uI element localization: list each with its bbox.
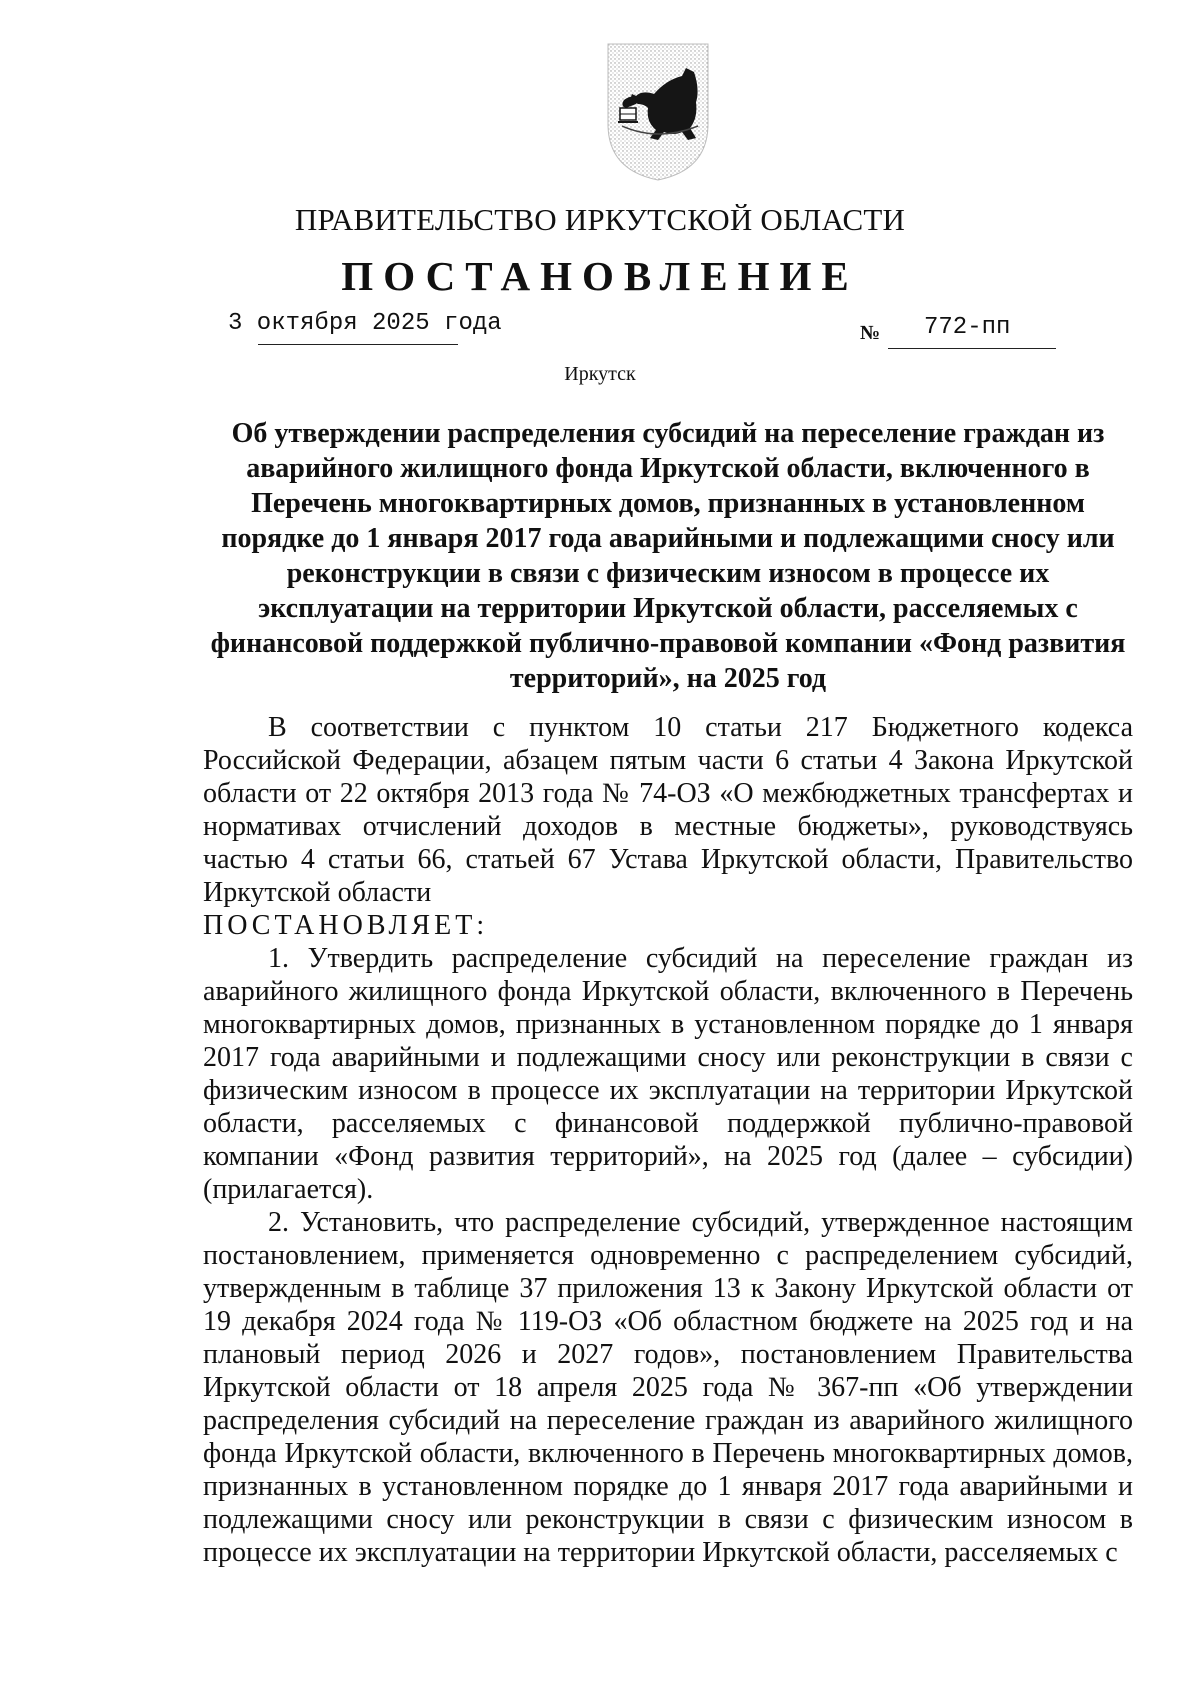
document-title: Об утверждении распределения субсидий на переселение граждан из аварийного жилищного фонда Иркутской области, включенного в Перечень многоквартирных домов, признанных в установленном порядке до 1 января 2017 года аварийными и подлежащими сносу или реконструкции в связи с физическим износом в процессе их эксплуатации на территории Иркутской области, расселяемых с финансовой поддержкой публично-правовой компании «Фонд развития территорий», на 2025 год [210,418,1126,694]
city-name: Иркутск [564,363,636,385]
date-underline [258,344,458,345]
preamble-paragraph: В соответствии с пунктом 10 статьи 217 Бюджетного кодекса Российской Федерации, абзацем пятым части 6 статьи 4 Закона Иркутской области от 22 октября 2013 года № 74-ОЗ «О межбюджетных трансфертах и нормативах отчислений доходов в местные бюджеты», руководствуясь частью 4 статьи 66, статьей 67 Устава Иркутской области, Правительство Иркутской области [203,712,1133,908]
document-type: ПОСТАНОВЛЕНИЕ [341,253,859,299]
item-2-paragraph: 2. Установить, что распределение субсидий, утвержденное настоящим постановлением, применяется одновременно с распределением субсидий, утвержденным в таблице 37 приложения 13 к Закону Иркутской области от 19 декабря 2024 года № 119-ОЗ «Об областном бюджете на 2025 год и на плановый период 2026 и 2027 годов», постановлением Правительства Иркутской области от 18 апреля 2025 года № 367-пп «Об утверждении распределения субсидий на переселение граждан из аварийного жилищного фонда Иркутской области, включенного в Перечень многоквартирных домов, признанных в установленном порядке до 1 января 2017 года аварийными и подлежащими сносу или реконструкции в связи с физическим износом в процессе их эксплуатации на территории Иркутской области, расселяемых с [203,1207,1133,1568]
organization-name: ПРАВИТЕЛЬСТВО ИРКУТСКОЙ ОБЛАСТИ [294,202,906,237]
document-date: 3 октября 2025 года [228,310,502,337]
item-1-paragraph: 1. Утвердить распределение субсидий на переселение граждан из аварийного жилищного фонда Иркутской области, включенного в Перечень многоквартирных домов, признанных в установленном порядке до 1 января 2017 года аварийными и подлежащими сносу или реконструкции в связи с физическим износом в процессе их эксплуатации на территории Иркутской области, расселяемых с финансовой поддержкой публично-правовой компании «Фонд развития территорий», на 2025 год (далее – субсидии) (прилагается). [203,943,1133,1205]
coat-of-arms-icon [602,42,714,182]
decree-word: ПОСТАНОВЛЯЕТ: [203,910,489,941]
document-body [203,711,1133,1569]
number-underline [888,348,1056,349]
document-number: 772-пп [924,314,1011,341]
number-sign: № [860,322,881,344]
